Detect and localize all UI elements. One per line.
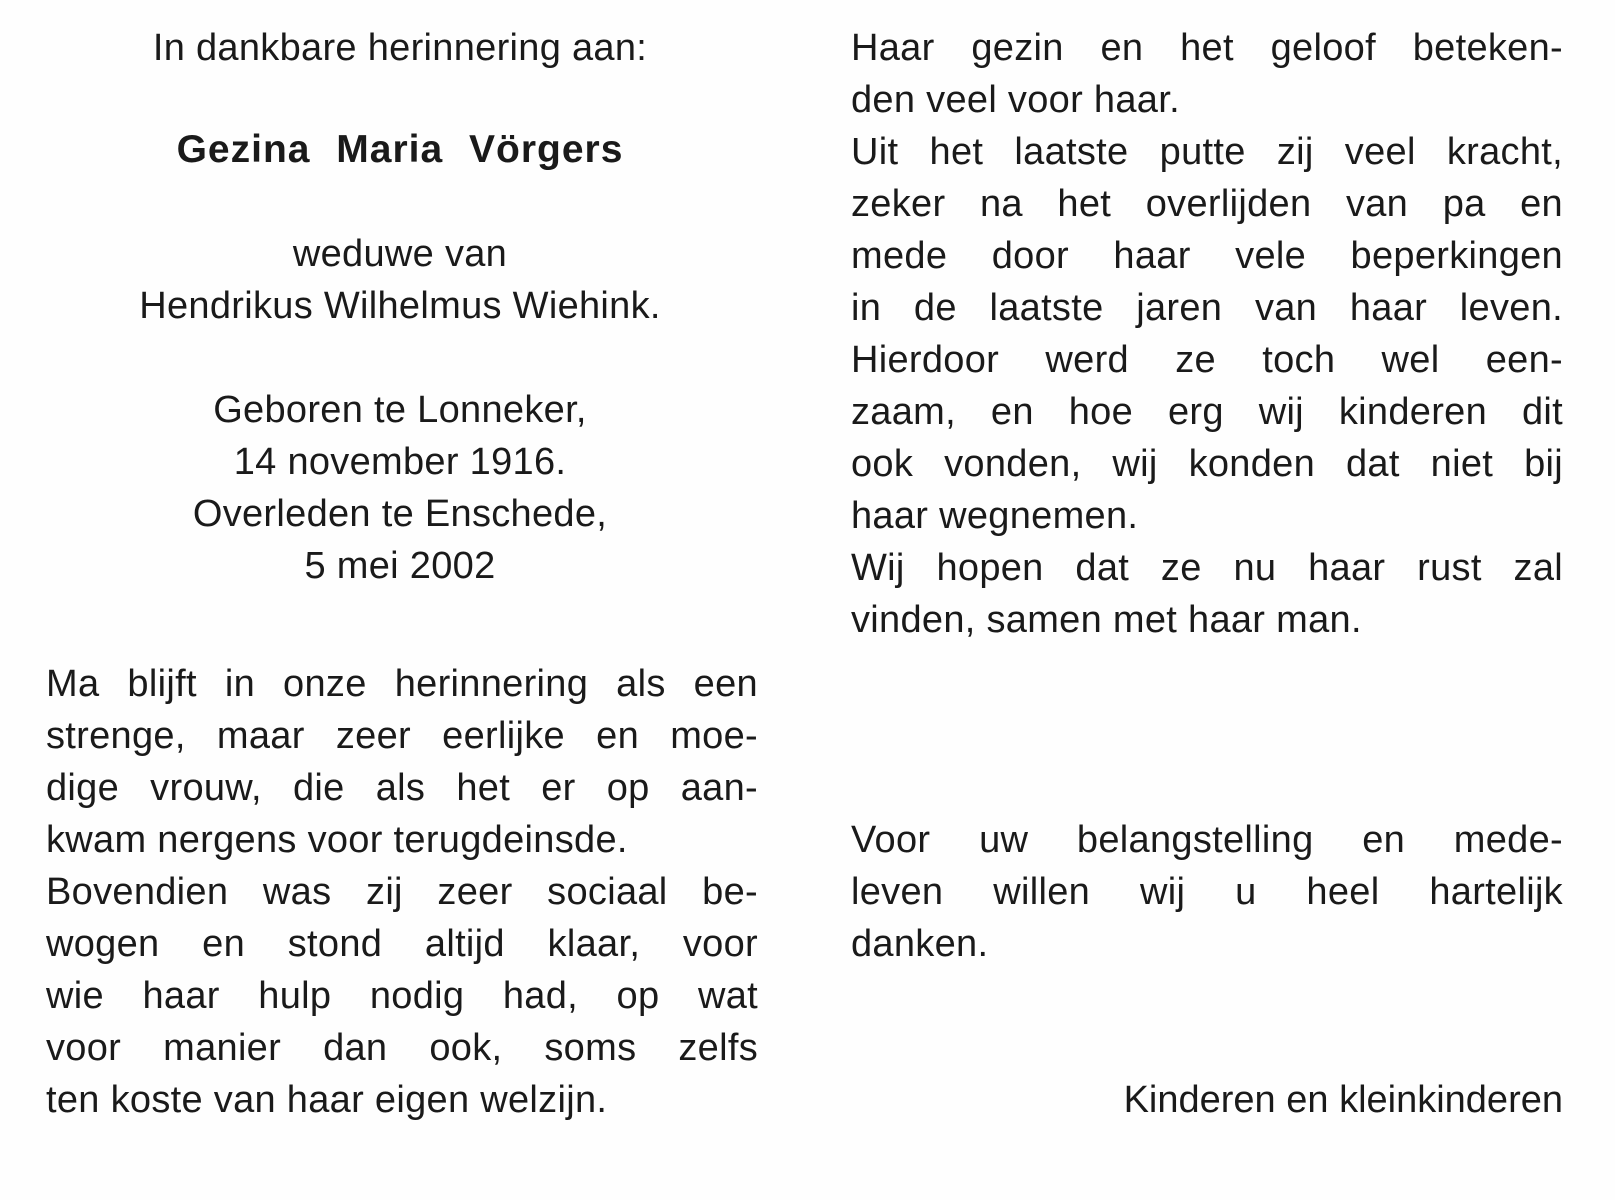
intro-line: In dankbare herinnering aan: [152, 27, 648, 69]
text-line: vinden, samen met haar man. [851, 599, 1362, 641]
text-line: Wij hopen dat ze nu haar rust zal [851, 547, 1563, 589]
tribute-line: kwam nergens voor terugdeinsde. [46, 819, 628, 861]
tribute-line: wogen en stond altijd klaar, voor [46, 923, 758, 965]
text-line: zeker na het overlijden van pa en [851, 183, 1563, 225]
text-line: den veel voor haar. [851, 79, 1180, 121]
text-line: haar wegnemen. [851, 495, 1139, 537]
text-line: Haar gezin en het geloof beteken- [851, 27, 1563, 69]
text-line: zaam, en hoe erg wij kinderen dit [851, 391, 1563, 433]
deceased-name: Gezina Maria Vörgers [176, 128, 624, 171]
tribute-line: Bovendien was zij zeer sociaal be- [46, 871, 758, 913]
text-line: Uit het laatste putte zij veel kracht, [851, 131, 1563, 173]
text-line: Hierdoor werd ze toch wel een- [851, 339, 1563, 381]
tribute-line: strenge, maar zeer eerlijke en moe- [46, 715, 758, 757]
born-place: Geboren te Lonneker, [213, 389, 587, 431]
tribute-line: voor manier dan ook, soms zelfs [46, 1027, 758, 1069]
thanks-line: leven willen wij u heel hartelijk [851, 871, 1563, 913]
tribute-line: wie haar hulp nodig had, op wat [46, 975, 758, 1017]
husband-name: Hendrikus Wilhelmus Wiehink. [139, 285, 661, 327]
born-date: 14 november 1916. [233, 441, 567, 483]
text-line: mede door haar vele beperkingen [851, 235, 1563, 277]
tribute-line: ten koste van haar eigen welzijn. [46, 1079, 608, 1121]
widow-of-label: weduwe van [292, 233, 508, 275]
tribute-line: Ma blijft in onze herinnering als een [46, 663, 758, 705]
died-place: Overleden te Enschede, [192, 493, 608, 535]
died-date: 5 mei 2002 [304, 545, 496, 587]
text-line: ook vonden, wij konden dat niet bij [851, 443, 1563, 485]
thanks-line: Voor uw belangstelling en mede- [851, 819, 1563, 861]
tribute-line: dige vrouw, die als het er op aan- [46, 767, 758, 809]
text-line: in de laatste jaren van haar leven. [851, 287, 1563, 329]
thanks-line: danken. [851, 923, 989, 965]
signature: Kinderen en kleinkinderen [1123, 1079, 1563, 1121]
